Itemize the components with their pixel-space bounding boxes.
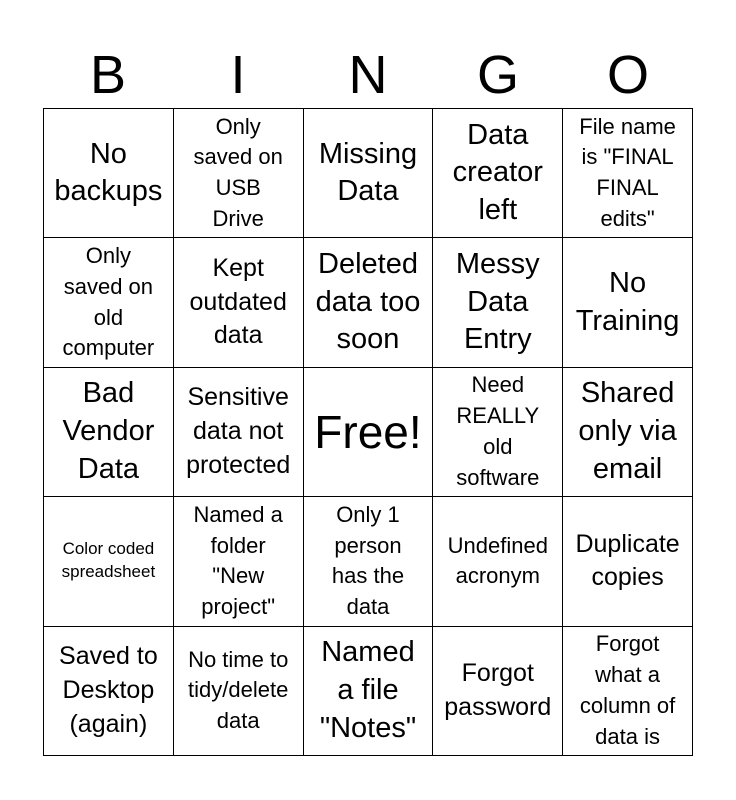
- bingo-cell-r2-c1: [174, 368, 304, 497]
- bingo-cell-r0-c2: [304, 109, 434, 238]
- bingo-cell-r4-c0: [44, 627, 174, 756]
- bingo-cell-text: Named a file "Notes": [319, 636, 417, 744]
- bingo-cell-r1-c4: [563, 238, 693, 367]
- bingo-cell-r1-c0: [44, 238, 174, 367]
- header-letter-i: I: [230, 45, 246, 105]
- bingo-cell-r4-c2: [304, 627, 434, 756]
- bingo-cell-r0-c0: [44, 109, 174, 238]
- bingo-cell-text: No backups: [54, 137, 163, 208]
- bingo-cell-r2-c3: [433, 368, 563, 497]
- bingo-cell-text: No Training: [575, 266, 680, 337]
- bingo-cell-text: Missing Data: [318, 137, 418, 208]
- bingo-cell-text: Undefined acronym: [447, 532, 548, 589]
- bingo-cell-r0-c4: [563, 109, 693, 238]
- bingo-cell-r3-c3: [433, 497, 563, 626]
- bingo-cell-text: Saved to Desktop (again): [59, 642, 158, 738]
- bingo-cell-text: File name is "FINAL FINAL edits": [579, 113, 676, 231]
- bingo-cell-r4-c1: [174, 627, 304, 756]
- bingo-cell-text: Duplicate copies: [575, 529, 680, 592]
- bingo-cell-r1-c1: [174, 238, 304, 367]
- bingo-cell-r0-c3: [433, 109, 563, 238]
- bingo-cell-r3-c0: [44, 497, 174, 626]
- header-letter-g: G: [476, 45, 519, 105]
- bingo-cell-free-space: [304, 368, 434, 497]
- bingo-cell-text: Free!: [314, 405, 422, 458]
- bingo-cell-text: Need REALLY old software: [456, 372, 540, 490]
- bingo-cell-text: Deleted data too soon: [315, 248, 421, 356]
- bingo-cell-text: Messy Data Entry: [455, 248, 540, 356]
- bingo-cell-text: Forgot what a column of data is: [579, 631, 676, 749]
- bingo-cell-r3-c2: [304, 497, 434, 626]
- bingo-cell-text: Forgot password: [444, 659, 552, 721]
- header-letter-o: O: [606, 45, 649, 105]
- bingo-cell-text: Named a folder "New project": [193, 501, 283, 620]
- bingo-cell-text: No time to tidy/delete data: [188, 646, 289, 734]
- bingo-cell-text: Color coded spreadsheet: [61, 539, 156, 582]
- bingo-header: [43, 42, 693, 108]
- bingo-cell-r3-c1: [174, 497, 304, 626]
- bingo-cell-text: Only saved on old computer: [62, 243, 155, 361]
- bingo-cell-r1-c3: [433, 238, 563, 367]
- bingo-cell-r2-c4: [563, 368, 693, 497]
- bingo-cell-text: Data creator left: [452, 118, 543, 227]
- bingo-cell-text: Only saved on USB Drive: [193, 113, 283, 231]
- bingo-cell-r4-c4: [563, 627, 693, 756]
- bingo-cell-text: Shared only via email: [578, 377, 677, 485]
- bingo-board: [43, 108, 693, 756]
- bingo-cell-r1-c2: [304, 238, 434, 367]
- bingo-cell-r4-c3: [433, 627, 563, 756]
- bingo-cell-r3-c4: [563, 497, 693, 626]
- header-letter-b: B: [89, 45, 127, 105]
- bingo-cell-text: Kept outdated data: [189, 253, 287, 350]
- bingo-cell-r2-c0: [44, 368, 174, 497]
- bingo-cell-text: Bad Vendor Data: [62, 377, 155, 485]
- header-letter-n: N: [348, 45, 388, 105]
- bingo-cell-r0-c1: [174, 109, 304, 238]
- bingo-cell-text: Sensitive data not protected: [186, 383, 291, 479]
- bingo-cell-text: Only 1 person has the data: [331, 501, 405, 620]
